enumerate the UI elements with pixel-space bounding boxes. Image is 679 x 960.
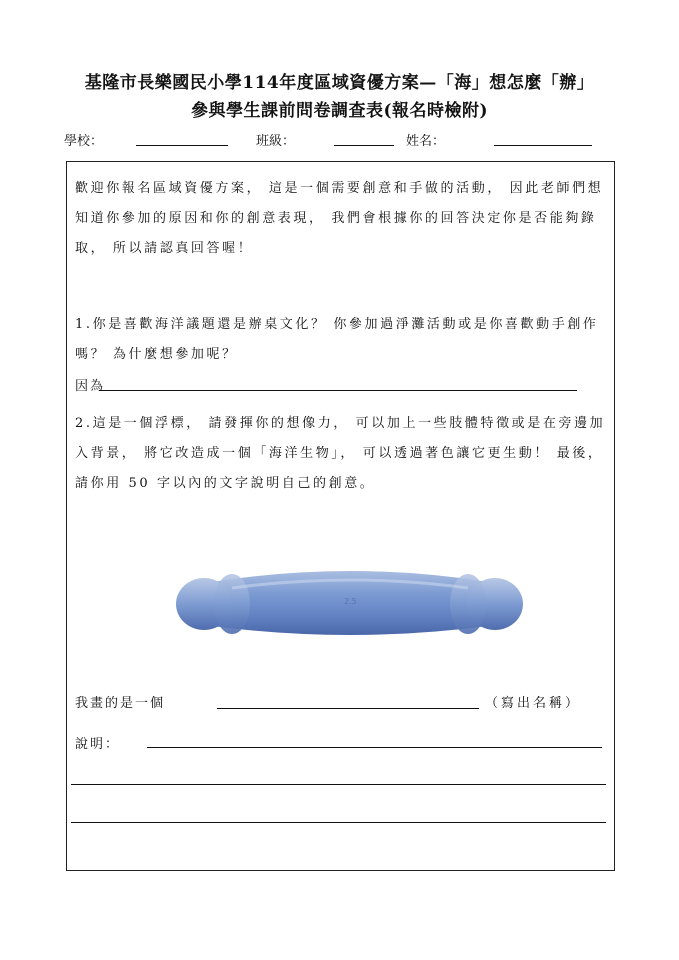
questionnaire-box (66, 161, 615, 871)
explain-field-line-1[interactable] (147, 747, 602, 748)
buoy-image (172, 552, 527, 652)
explain-field-line-2[interactable] (71, 784, 606, 785)
explain-label: 說明： (75, 737, 121, 752)
drawn-note: （寫出名稱） (485, 696, 582, 711)
name-field[interactable] (494, 145, 592, 146)
reason-label: 因為 (75, 379, 106, 394)
explain-field-line-3[interactable] (71, 822, 606, 823)
page-title: 基隆市長樂國民小學114年度區域資優方案—「海」想怎麼「辦」 (84, 73, 595, 93)
name-label: 姓名： (406, 134, 446, 149)
reason-answer-field[interactable] (99, 390, 577, 391)
school-field[interactable] (136, 145, 228, 146)
svg-text:2.5: 2.5 (344, 597, 357, 606)
question-1: 1.你是喜歡海洋議題還是辦桌文化？ 你參加過淨灘活動或是你喜歡動手創作嗎？ 為什麼想參加呢？ (75, 317, 599, 362)
question-2: 2.這是一個浮標， 請發揮你的想像力， 可以加上一些肢體特徵或是在旁邊加入背景， 將它改造成一個「海洋生物」， 可以透過著色讓它更生動！ 最後， 請你用 50 字以內的文字說明自己的創意。 (75, 416, 606, 491)
school-label: 學校： (64, 134, 104, 149)
buoy-float-icon (172, 552, 527, 652)
class-field[interactable] (334, 145, 394, 146)
drawn-name-field[interactable] (217, 708, 479, 709)
intro-paragraph: 歡迎你報名區域資優方案， 這是一個需要創意和手做的活動， 因此老師們想知道你參加的原因和你的創意表現， 我們會根據你的回答決定你是否能夠錄取， 所以請認真回答喔！ (75, 181, 604, 256)
page-subtitle: 參與學生課前問卷調查表(報名時檢附) (190, 101, 489, 121)
drawn-label: 我畫的是一個 (75, 696, 166, 711)
class-label: 班級： (256, 134, 296, 149)
student-info-row (64, 130, 624, 152)
